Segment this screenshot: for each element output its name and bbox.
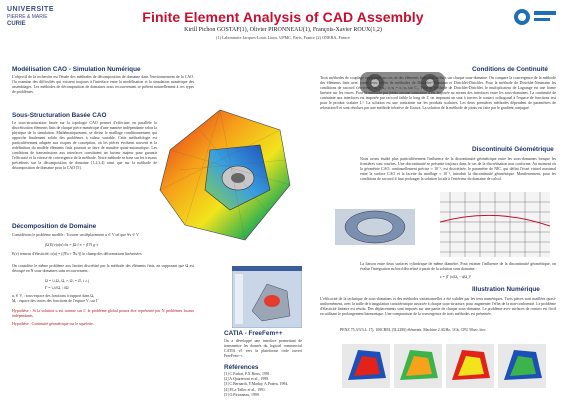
decomposition-text-2: E(v) tenseur d'élasticité, σ(u) = ((∇u + ∇uᵀ)) le champ des déformations linéarisées. [12,252,143,256]
section-title-modelisation: Modélisation CAO - Simulation Numérique [12,66,141,73]
decomposition-text-1: Considérons le problème modèle : Trouver un déplacement u ∈ V tel que ∀v ∈ V [12,233,139,237]
reference-item: [5] O.Pironneau, 1999. [224,392,260,397]
decomposition-equation-3: Γ = ∪ᵢ∂Ωᵢ \ ∂Ω [45,286,69,290]
section-title-illustration: Illustration Numérique [472,286,540,293]
mesh-interface-graphic [440,192,550,257]
catia-screenshot-graphic [232,266,302,328]
logo-line-2: PIERRE & MARIE [7,14,48,20]
mesh-interface-image [440,192,550,257]
section-title-references: Références [224,364,259,371]
poster-authors: Kirill Pichon GOSTAF(1), Olivier PIRONNEAU(1), François-Xavier ROUX(1,2) [184,27,382,33]
reference-item: [4] P.Le Tallec et al., 1991. [224,387,266,392]
section-text-modelisation: L'objectif de la recherche est l'étude des méthodes de décomposition de domaine dans l'environnement de la CAO. Ou examine des difficultés qui existent toujours à l'interface entre la modélisation et la simulation numérique des assemblages. Les méthodes de décomposition de domaines nous recouvrement se prêtent naturellement à ces types de problèmes. [12,75,194,94]
fea-assembly-illustration [150,90,300,250]
section-text-discontinuite: Nous avons étudié plus particulièrement l'influence de la discontinuité géométrique entre les sous-domaines lorsque les frontières sont courbes. Une discontinuité se présente toujours dans le cas de la discrétisation non conforme. Au moment où la géométrie CAO, continuellement précise ≈ 10⁻³, est discrétisée, le paramètre de NIC, qui défini l'écart virtuel maximal entre la surface CAO et la facette du maillage ≈ 10⁻¹, introduit la discontinuité géométrique. Manifestement, pour les conditions de raccord il faut prolonger la solution locale à l'extérieur du domaine de calcul. [360,157,556,181]
cylinder-contact-graphic [330,197,420,257]
decomposition-equation-1: ∫Ω E(v)σ(u) dx = ∫Ω f·v + ∫ΓN g·v [45,243,99,247]
section-text-illustration: L'efficacité de la technique de sous-domaines et des méthodes variationnelles a été validée par les tests numériques. Trois pièces sont maillées quasi-uniformément, avec la taille de triangulation caractéristique associée à chaque sous-structure, pour augmenter l'effet de la non-conformité. Le problème d'élasticité linéaire est résolu. Des déplacements sont imposés sur une partie de chaque sous-domaine. Le problème avec surfaces de contact est fictif en utilisant le prolongement harmonique. Une comparaison de la convergence de trois méthodes est présentée. [320,297,556,316]
decomposition-equation-2: Ω = ∪ᵢΩᵢ, Ωᵢ ∩ Ωⱼ = ∅, i ≠ j [45,279,90,283]
hypothesis-1: Hypothèse : Si la solution u est connue sur Γ, le problème global pourra être représenté par N problèmes locaux indépendants. [12,309,194,318]
section-text-sous-structuration: Le sous-structuration basée sur la topologie CAO permet d'effectuer en parallèle la discrétisation éléments finis de chaque pièce numérique d'une manière indépendante selon la physique de la simulation. Mathématiquement, se divise le maillage conditionnement qui approche finalement solide des problèmes à valeur variable. Cette méthodologie est particulièrement adaptée aux risques de conception, où les pièces évoluent souvent et la redéfinition du modèle éléments finis pourrait se faire de manière quasi-automatique. Les conditions de transmissions aux interfaces constituent un facteur majeur pour garantir l'efficacité et la vitesse de convergence de la méthode. Notre méthode se base sur les travaux précédents sur la décomposition de domaine [1,2,3,4] ainsi que sur la méthode de décomposition de domaine pour la CAO [5]. [12,121,157,170]
fea-mesh-graphic [150,90,300,250]
decomposition-text-4: uᵢ ∈ Vᵢ : sous-espace des fonctions à support dans Ωᵢ Mᵢ : espace des traces des fonctions de l'espace Vᵢ sur Γ [12,294,99,303]
cylinder-contact-image [330,197,420,257]
reference-item: [1] C.Farhat, F.X.Roux, 1991. [224,372,271,376]
reference-item: [2] A.Quarteroni et al., 1998. [224,377,270,382]
reference-list [224,372,324,398]
decomposition-text-3: On considère le même problème aux limites discrétisé par la méthode des éléments finis, en supposant que Ω est découpé en N sous-domaines sans recouvrement : [12,264,194,273]
section-text-continuite: Trois méthodes de couplage appliquées au cas où des éléments finis sont utilisés sur chaque sous-domaine. On compare la convergence de la méthode des éléments finis avec joints avec celles de méthodes de Dirichlet-Neumann et Dirichlet-Dirichlet. Pour la méthode de Dirichlet-Neumann les conditions de raccord s'écrivent : uᵢ = uⱼ, σᵢ·nᵢ = σⱼ·nⱼ sur Γᵢⱼ. Pour la méthode de Dirichlet-Dirichlet, le multiplicateur de Lagrange est une forme linéaire sur les traces. Pour la méthode par joints aucune contrainte n'est imposée au niveau des interfaces entre les sous-domaines. La continuité de contrainte aux interfaces est imposée par raccord faible le long de Γ, on imposant un saut à travers le contact orthogonal à l'espace de fonctions test pour le produit scalaire L². La solution est une contrainte sur les produits scalaires. Les deux premières méthodes dépendent de paramètres de relaxation θ et sont résolues par une méthode itérative de Uzawa. La solution de la méthode de joints est faite par le gradient conjugué. [320,76,556,110]
section-title-continuite: Conditions de Continuité [472,66,548,73]
discontinuite-text-2: La liaison entre deux surfaces cylindrique de même diamètre. Pour estimer l'influence de la discontinuité géométrique, on évalue l'intégration au bord discrétisé à partir de la solution sous domaine : [360,262,556,271]
reference-item: [3] C.Bernardi, Y.Maday, A.Patera, 1994. [224,382,289,387]
section-title-decomposition: Décomposition de Domaine [12,223,97,230]
results-images-graphic [340,340,550,392]
logo-line-1: UNIVERSITE [7,6,55,13]
section-title-discontinuite: Discontinuité Géométrique [472,146,554,153]
poster-affiliation: (1) Laboratoire Jacques-Louis Lions, UPMC, Paris, France (2) ONERA, France [216,35,350,40]
section-text-catia: On a développé une interface permettant de transmettre les donnés du logiciel commercial CATIA v5 vers la plateforme code ouvert FreeFem++. [224,339,302,358]
section-title-catia: CATIA - FreeFem++ [224,330,283,337]
hypothesis-2: Hypothèse : Continuité géométrique sur le squelette. [12,322,94,326]
logo-line-3: CURIE [7,21,26,27]
illustration-caption: PENZ 75,3/3/3.4, 17j, 100CRM, (5L2290) éléments. Machine 2.4GHz, 1Gb, CPU 50sec./iter. [340,328,486,332]
poster-title: Finite Element Analysis of CAD Assembly [142,9,424,25]
catia-screenshot [232,266,302,328]
discontinuite-equation: ε = ∫Γ (u|Ω₁ - u|Ω₂)² [440,275,472,279]
results-images-row [340,340,550,392]
section-title-sous-structuration: Sous-Structuration Basée CAO [12,112,107,119]
